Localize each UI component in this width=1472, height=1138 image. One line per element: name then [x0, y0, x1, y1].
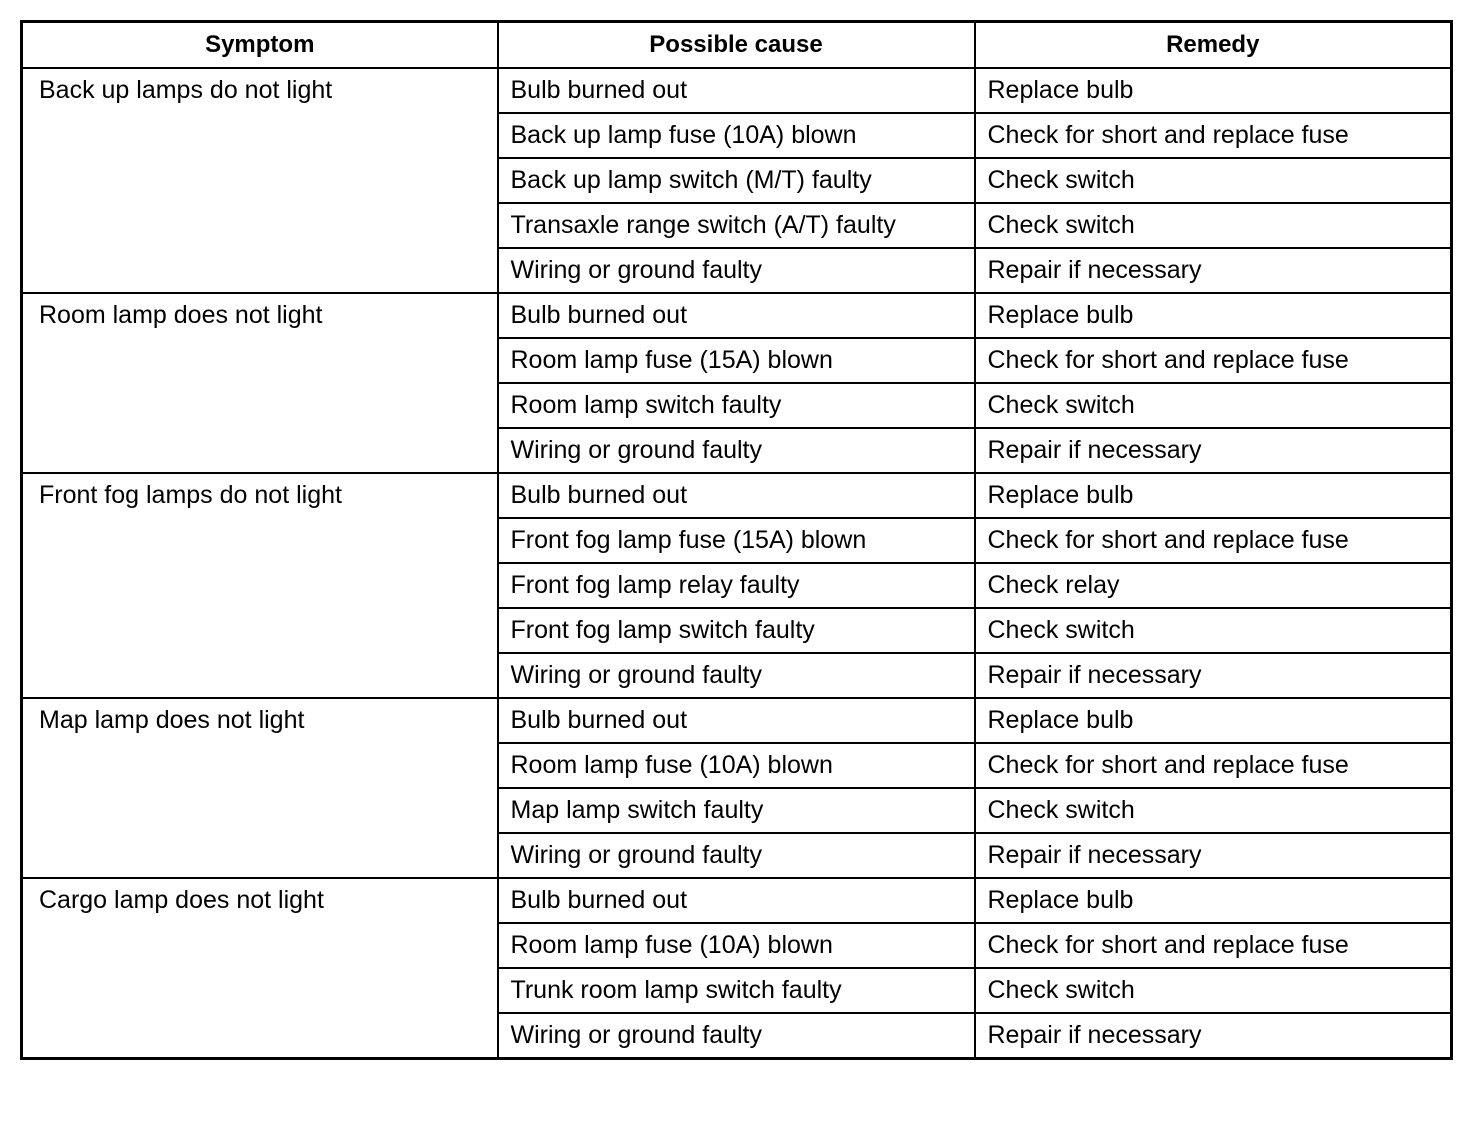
cause-cell: Trunk room lamp switch faulty: [498, 968, 975, 1013]
header-possible-cause: Possible cause: [498, 22, 975, 69]
remedy-cell: Replace bulb: [975, 698, 1452, 743]
cause-cell: Wiring or ground faulty: [498, 833, 975, 878]
remedy-cell: Repair if necessary: [975, 428, 1452, 473]
header-symptom: Symptom: [22, 22, 498, 69]
remedy-cell: Replace bulb: [975, 68, 1452, 113]
cause-cell: Bulb burned out: [498, 878, 975, 923]
symptom-cell: Cargo lamp does not light: [22, 878, 498, 1059]
remedy-cell: Repair if necessary: [975, 1013, 1452, 1059]
symptom-cell: Map lamp does not light: [22, 698, 498, 878]
cause-cell: Bulb burned out: [498, 293, 975, 338]
remedy-cell: Repair if necessary: [975, 248, 1452, 293]
remedy-cell: Check switch: [975, 158, 1452, 203]
remedy-cell: Replace bulb: [975, 878, 1452, 923]
remedy-cell: Check for short and replace fuse: [975, 923, 1452, 968]
cause-cell: Room lamp fuse (10A) blown: [498, 743, 975, 788]
cause-cell: Room lamp fuse (15A) blown: [498, 338, 975, 383]
table-row: [22, 293, 1452, 338]
cause-cell: Bulb burned out: [498, 473, 975, 518]
remedy-cell: Check for short and replace fuse: [975, 518, 1452, 563]
remedy-cell: Repair if necessary: [975, 653, 1452, 698]
remedy-cell: Replace bulb: [975, 473, 1452, 518]
remedy-cell: Check for short and replace fuse: [975, 338, 1452, 383]
cause-cell: Back up lamp fuse (10A) blown: [498, 113, 975, 158]
troubleshooting-table: [20, 20, 1453, 1060]
cause-cell: Room lamp fuse (10A) blown: [498, 923, 975, 968]
cause-cell: Room lamp switch faulty: [498, 383, 975, 428]
cause-cell: Front fog lamp switch faulty: [498, 608, 975, 653]
table-row: [22, 68, 1452, 113]
remedy-cell: Check switch: [975, 383, 1452, 428]
header-remedy: Remedy: [975, 22, 1452, 69]
table-row: [22, 473, 1452, 518]
cause-cell: Bulb burned out: [498, 698, 975, 743]
remedy-cell: Check switch: [975, 788, 1452, 833]
remedy-cell: Repair if necessary: [975, 833, 1452, 878]
cause-cell: Transaxle range switch (A/T) faulty: [498, 203, 975, 248]
cause-cell: Wiring or ground faulty: [498, 653, 975, 698]
table-row: [22, 698, 1452, 743]
header-row: [22, 22, 1452, 69]
cause-cell: Wiring or ground faulty: [498, 428, 975, 473]
remedy-cell: Check switch: [975, 203, 1452, 248]
symptom-cell: Room lamp does not light: [22, 293, 498, 473]
remedy-cell: Check switch: [975, 608, 1452, 653]
symptom-cell: Back up lamps do not light: [22, 68, 498, 293]
remedy-cell: Check relay: [975, 563, 1452, 608]
remedy-cell: Check for short and replace fuse: [975, 113, 1452, 158]
remedy-cell: Replace bulb: [975, 293, 1452, 338]
cause-cell: Wiring or ground faulty: [498, 248, 975, 293]
cause-cell: Front fog lamp relay faulty: [498, 563, 975, 608]
symptom-cell: Front fog lamps do not light: [22, 473, 498, 698]
table-body: [22, 68, 1452, 1059]
cause-cell: Bulb burned out: [498, 68, 975, 113]
cause-cell: Back up lamp switch (M/T) faulty: [498, 158, 975, 203]
troubleshooting-sheet: [20, 20, 1450, 1060]
cause-cell: Front fog lamp fuse (15A) blown: [498, 518, 975, 563]
cause-cell: Map lamp switch faulty: [498, 788, 975, 833]
table-row: [22, 878, 1452, 923]
remedy-cell: Check switch: [975, 968, 1452, 1013]
remedy-cell: Check for short and replace fuse: [975, 743, 1452, 788]
cause-cell: Wiring or ground faulty: [498, 1013, 975, 1059]
